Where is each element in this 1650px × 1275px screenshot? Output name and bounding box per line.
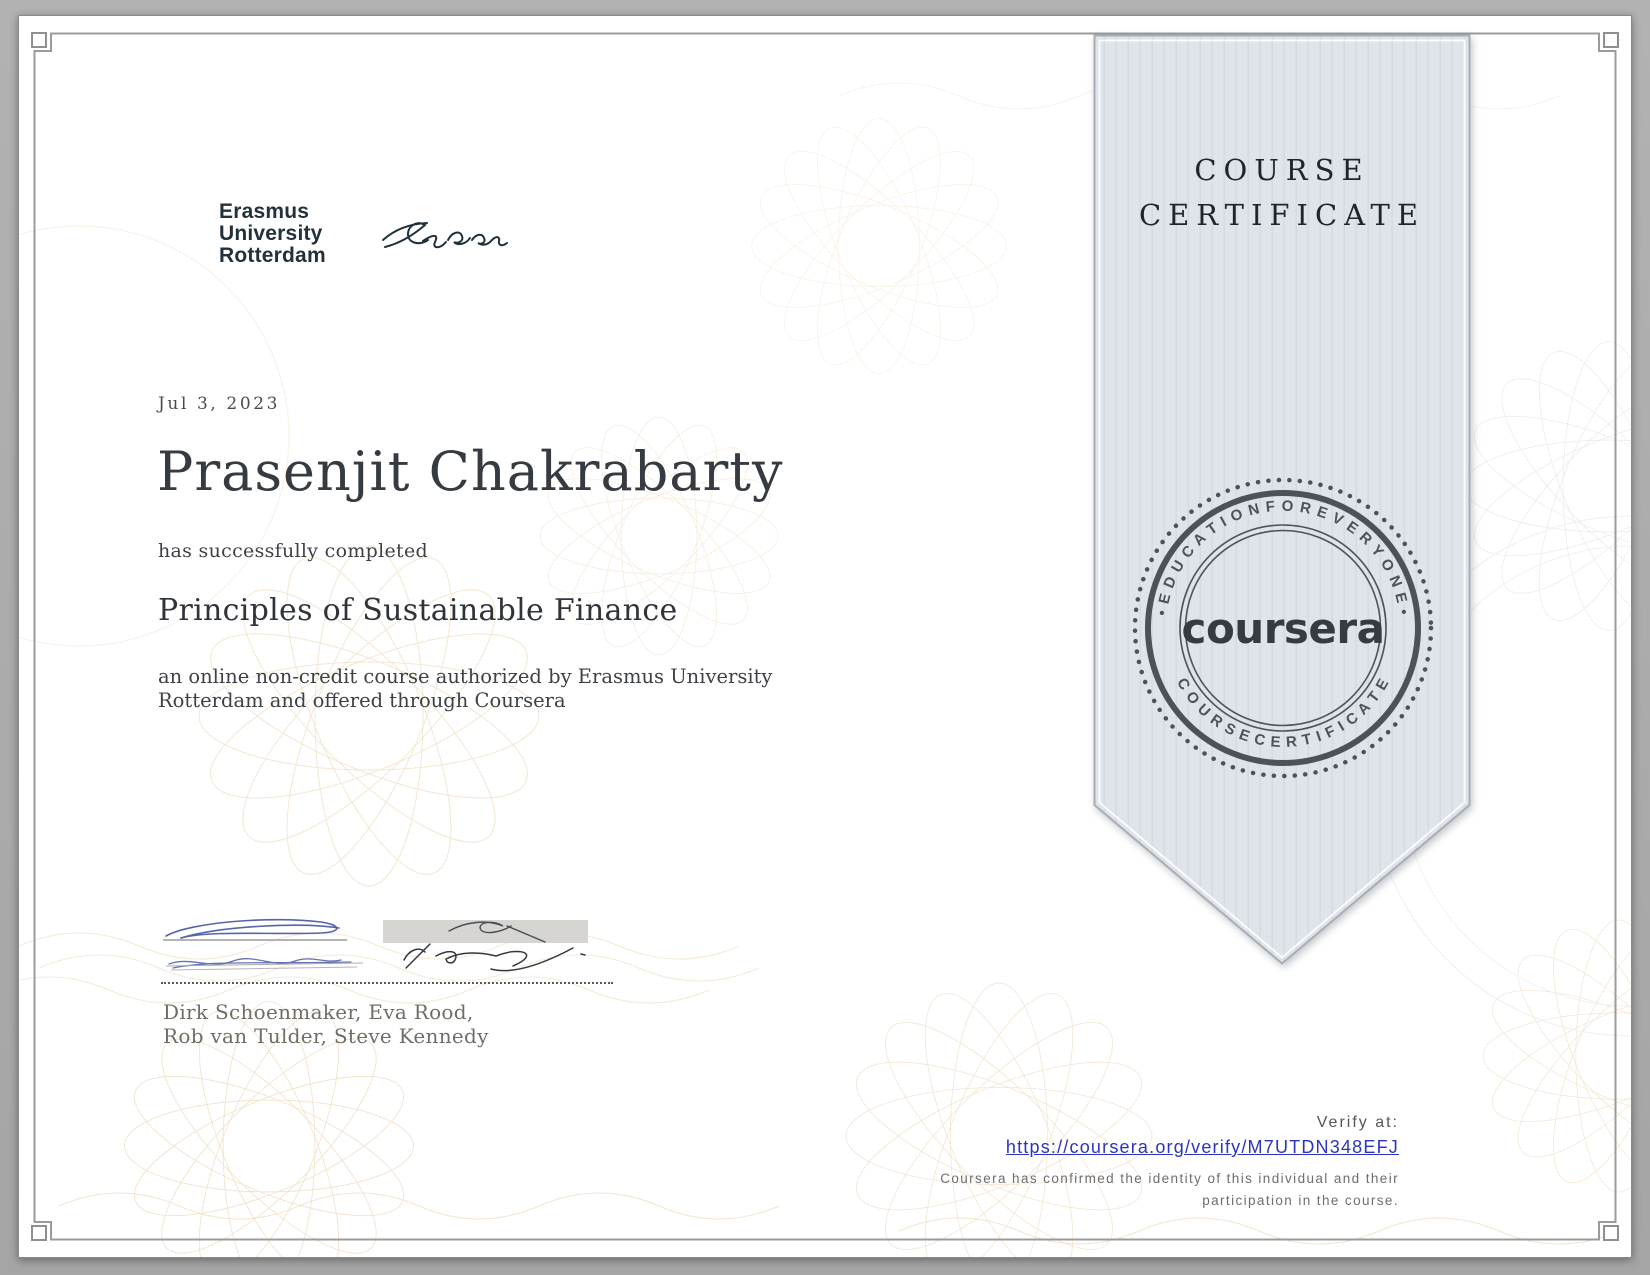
- signatories: [163, 1000, 489, 1048]
- university-name-line2: University: [219, 222, 323, 245]
- corner-ornament-bottom-left: [32, 1226, 46, 1240]
- seal-arc-top-text: • E D U C A T I O N F O R E V E R Y O N E •: [1153, 497, 1413, 617]
- certificate-sheet: [18, 15, 1632, 1258]
- corner-ornament-top-right: [1604, 33, 1618, 47]
- course-title: Principles of Sustainable Finance: [158, 593, 678, 628]
- verify-note: [699, 1168, 1399, 1211]
- signature-divider: [161, 982, 613, 984]
- verify-note-line2: participation in the course.: [1202, 1192, 1399, 1208]
- ribbon-title: [1093, 148, 1471, 238]
- course-description: an online non-credit course authorized by Erasmus University Rotterdam and offered through Coursera: [158, 665, 773, 712]
- university-logo: [219, 201, 326, 267]
- corner-ornament-bottom-right: [1604, 1226, 1618, 1240]
- verify-link[interactable]: https://coursera.org/verify/M7UTDN348EFJ: [1005, 1137, 1399, 1157]
- completion-text: has successfully completed: [158, 540, 428, 562]
- coursera-wordmark: coursera: [1181, 604, 1385, 653]
- erasmus-script-signature-icon: [381, 213, 513, 263]
- verify-section: [699, 1114, 1399, 1211]
- university-name-line1: Erasmus: [219, 200, 310, 223]
- seal-arc-bottom-text: C O U R S E C E R T I F I C A T E: [1173, 675, 1393, 752]
- signatories-line1: Dirk Schoenmaker, Eva Rood,: [163, 1000, 474, 1024]
- coursera-seal-icon: [1128, 473, 1438, 783]
- corner-ornament-top-left: [32, 33, 46, 47]
- verify-label: Verify at:: [1316, 1114, 1399, 1131]
- signatories-line2: Rob van Tulder, Steve Kennedy: [163, 1024, 489, 1048]
- signatures-image: [151, 856, 641, 996]
- ribbon-title-line1: COURSE: [1194, 153, 1370, 187]
- svg-text:• E D U C A T I O N F O R: [1154, 498, 1413, 617]
- ribbon-title-line2: CERTIFICATE: [1138, 198, 1426, 232]
- recipient-name: Prasenjit Chakrabarty: [157, 440, 784, 503]
- verify-note-line1: Coursera has confirmed the identity of this individual and their: [940, 1171, 1399, 1186]
- completion-date: Jul 3, 2023: [158, 394, 281, 414]
- university-name-line3: Rotterdam: [219, 244, 326, 267]
